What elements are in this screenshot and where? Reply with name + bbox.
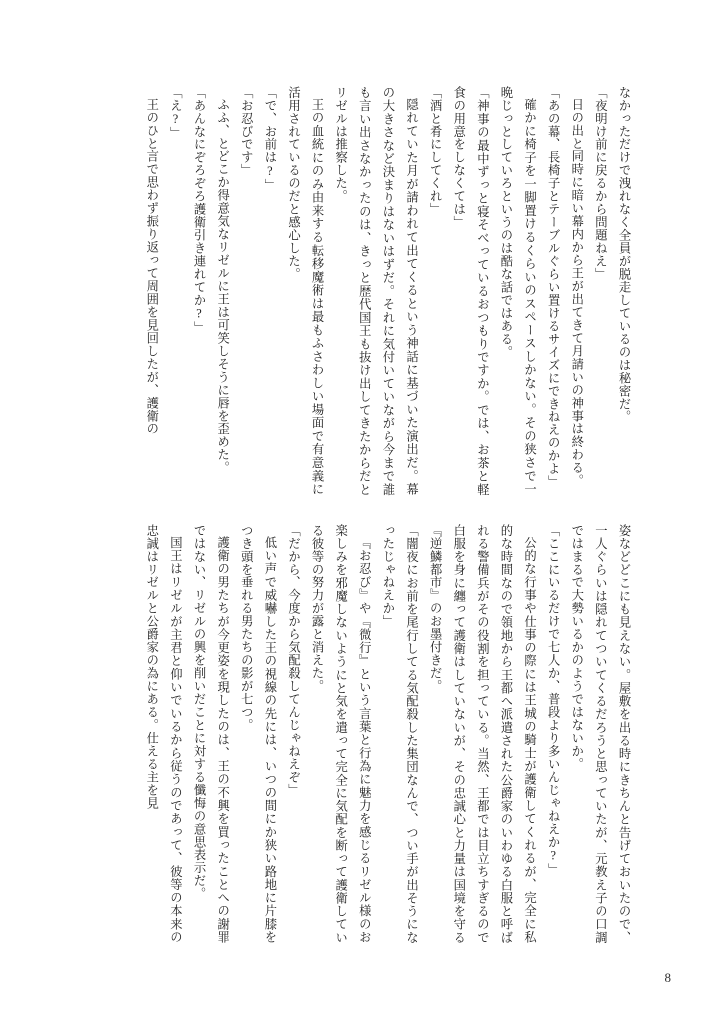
paragraph: 「あんなにぞろぞろ護衛引き連れてか?」 (192, 86, 207, 335)
text-block-lower (90, 524, 635, 944)
paragraph: 確かに椅子を一脚置けるくらいのスペースしかない。その狭さで一晩じっとしていろというのは酷な話ではある。 (498, 86, 537, 496)
paragraph: 「酒と肴にしてくれ」 (428, 86, 443, 216)
paragraph: 『お忍び』や『微行』という言葉と行為に魅力を感じるリゼル様のお楽しみを邪魔しないようにと気を遣って完全に気配を断って護衛している彼等の努力が露と消えた。 (310, 524, 372, 944)
text-block-upper (90, 86, 635, 496)
paragraph: ふふ、とどこか得意気なリゼルに王は可笑しそうに唇を歪めた。 (215, 98, 230, 475)
paragraph: 「あの幕、長椅子とテーブルぐらい置けるサイズにできねえのかよ」 (546, 86, 561, 489)
paragraph: 「夜明け前に戻るから問題ねえ」 (593, 86, 608, 281)
paragraph: 王の血統にのみ由来する転移魔術は最もふさわしい場面で有意義に活用されているのだと感心した。 (286, 86, 325, 496)
paragraph: 「で、お前は?」 (262, 86, 277, 192)
paragraph: 公的な行事や仕事の際には王城の騎士が護衛してくれるが、完全に私的な時間なので領地から王都へ派遣された公爵家のいわゆる白服と呼ばれる警備兵がその役割を担っている。当然、王都では目立ちすぎるので白服を身に纏って護衛はしていないが、その忠誠心と力量は国境を守る『逆鱗都市』のお墨付きだ。 (428, 524, 537, 944)
paragraph: なかっただけで洩れなく全員が脱走しているのは秘密だ。 (617, 86, 631, 424)
page-number: 8 (664, 970, 671, 985)
paragraph: 「だから、今度から気配殺してんじゃねえぞ」 (286, 524, 301, 797)
paragraph: 護衛の男たちが今更姿を現したのは、王の不興を買ったことへの謝罪ではない、リゼルの興を削いだことに対する懺悔の意思表示だ。 (192, 524, 230, 944)
paragraph: 低い声で威嚇した王の視線の先には、いつの間にか狭い路地に片膝をつき頭を垂れる男たちの影が七つ。 (239, 524, 277, 944)
paragraph: 「お忍びです」 (239, 86, 254, 177)
paragraph: 「神事の最中ずっと寝そべっているおつもりですか。では、お茶と軽食の用意をしなくては」 (451, 86, 490, 496)
paragraph: 「闇夜にお前を尾行してる気配殺した集団なんで、つい手が出そうになったじゃねえか」 (380, 524, 419, 944)
paragraph: 国王はリゼルが主君と仰いでいるから従うのであって、彼等の本来の忠誠はリゼルと公爵家の為にある。仕える主を見 (144, 524, 183, 944)
paragraph: 王のひと言で思わず振り返って周囲を見回したが、護衛の (144, 98, 159, 436)
paragraph: 日の出と同時に暗い幕内から王が出てきて月請いの神事は終わる。 (569, 98, 584, 488)
paragraph: 隠れていた月が請われて出てくるという神話に基づいた演出だ。幕の大きさなど決まりはないはずだ。それに気付いていながら今まで誰も言い出さなかったのは、きっと歴代国王も抜け出してきたからだとリゼルは推察した。 (333, 86, 419, 496)
paragraph: 「え?」 (168, 86, 183, 140)
paragraph: 姿などどこにも見えない。屋敷を出る時にきちんと告げておいたので、一人ぐらいは隠れてついてくるだろうと思っていたが、元教え子の口調ではまるで大勢いるかのようではないか。 (569, 524, 631, 944)
paragraph: 「ここにいるだけで七人か、普段より多いんじゃねえか?」 (546, 524, 561, 877)
